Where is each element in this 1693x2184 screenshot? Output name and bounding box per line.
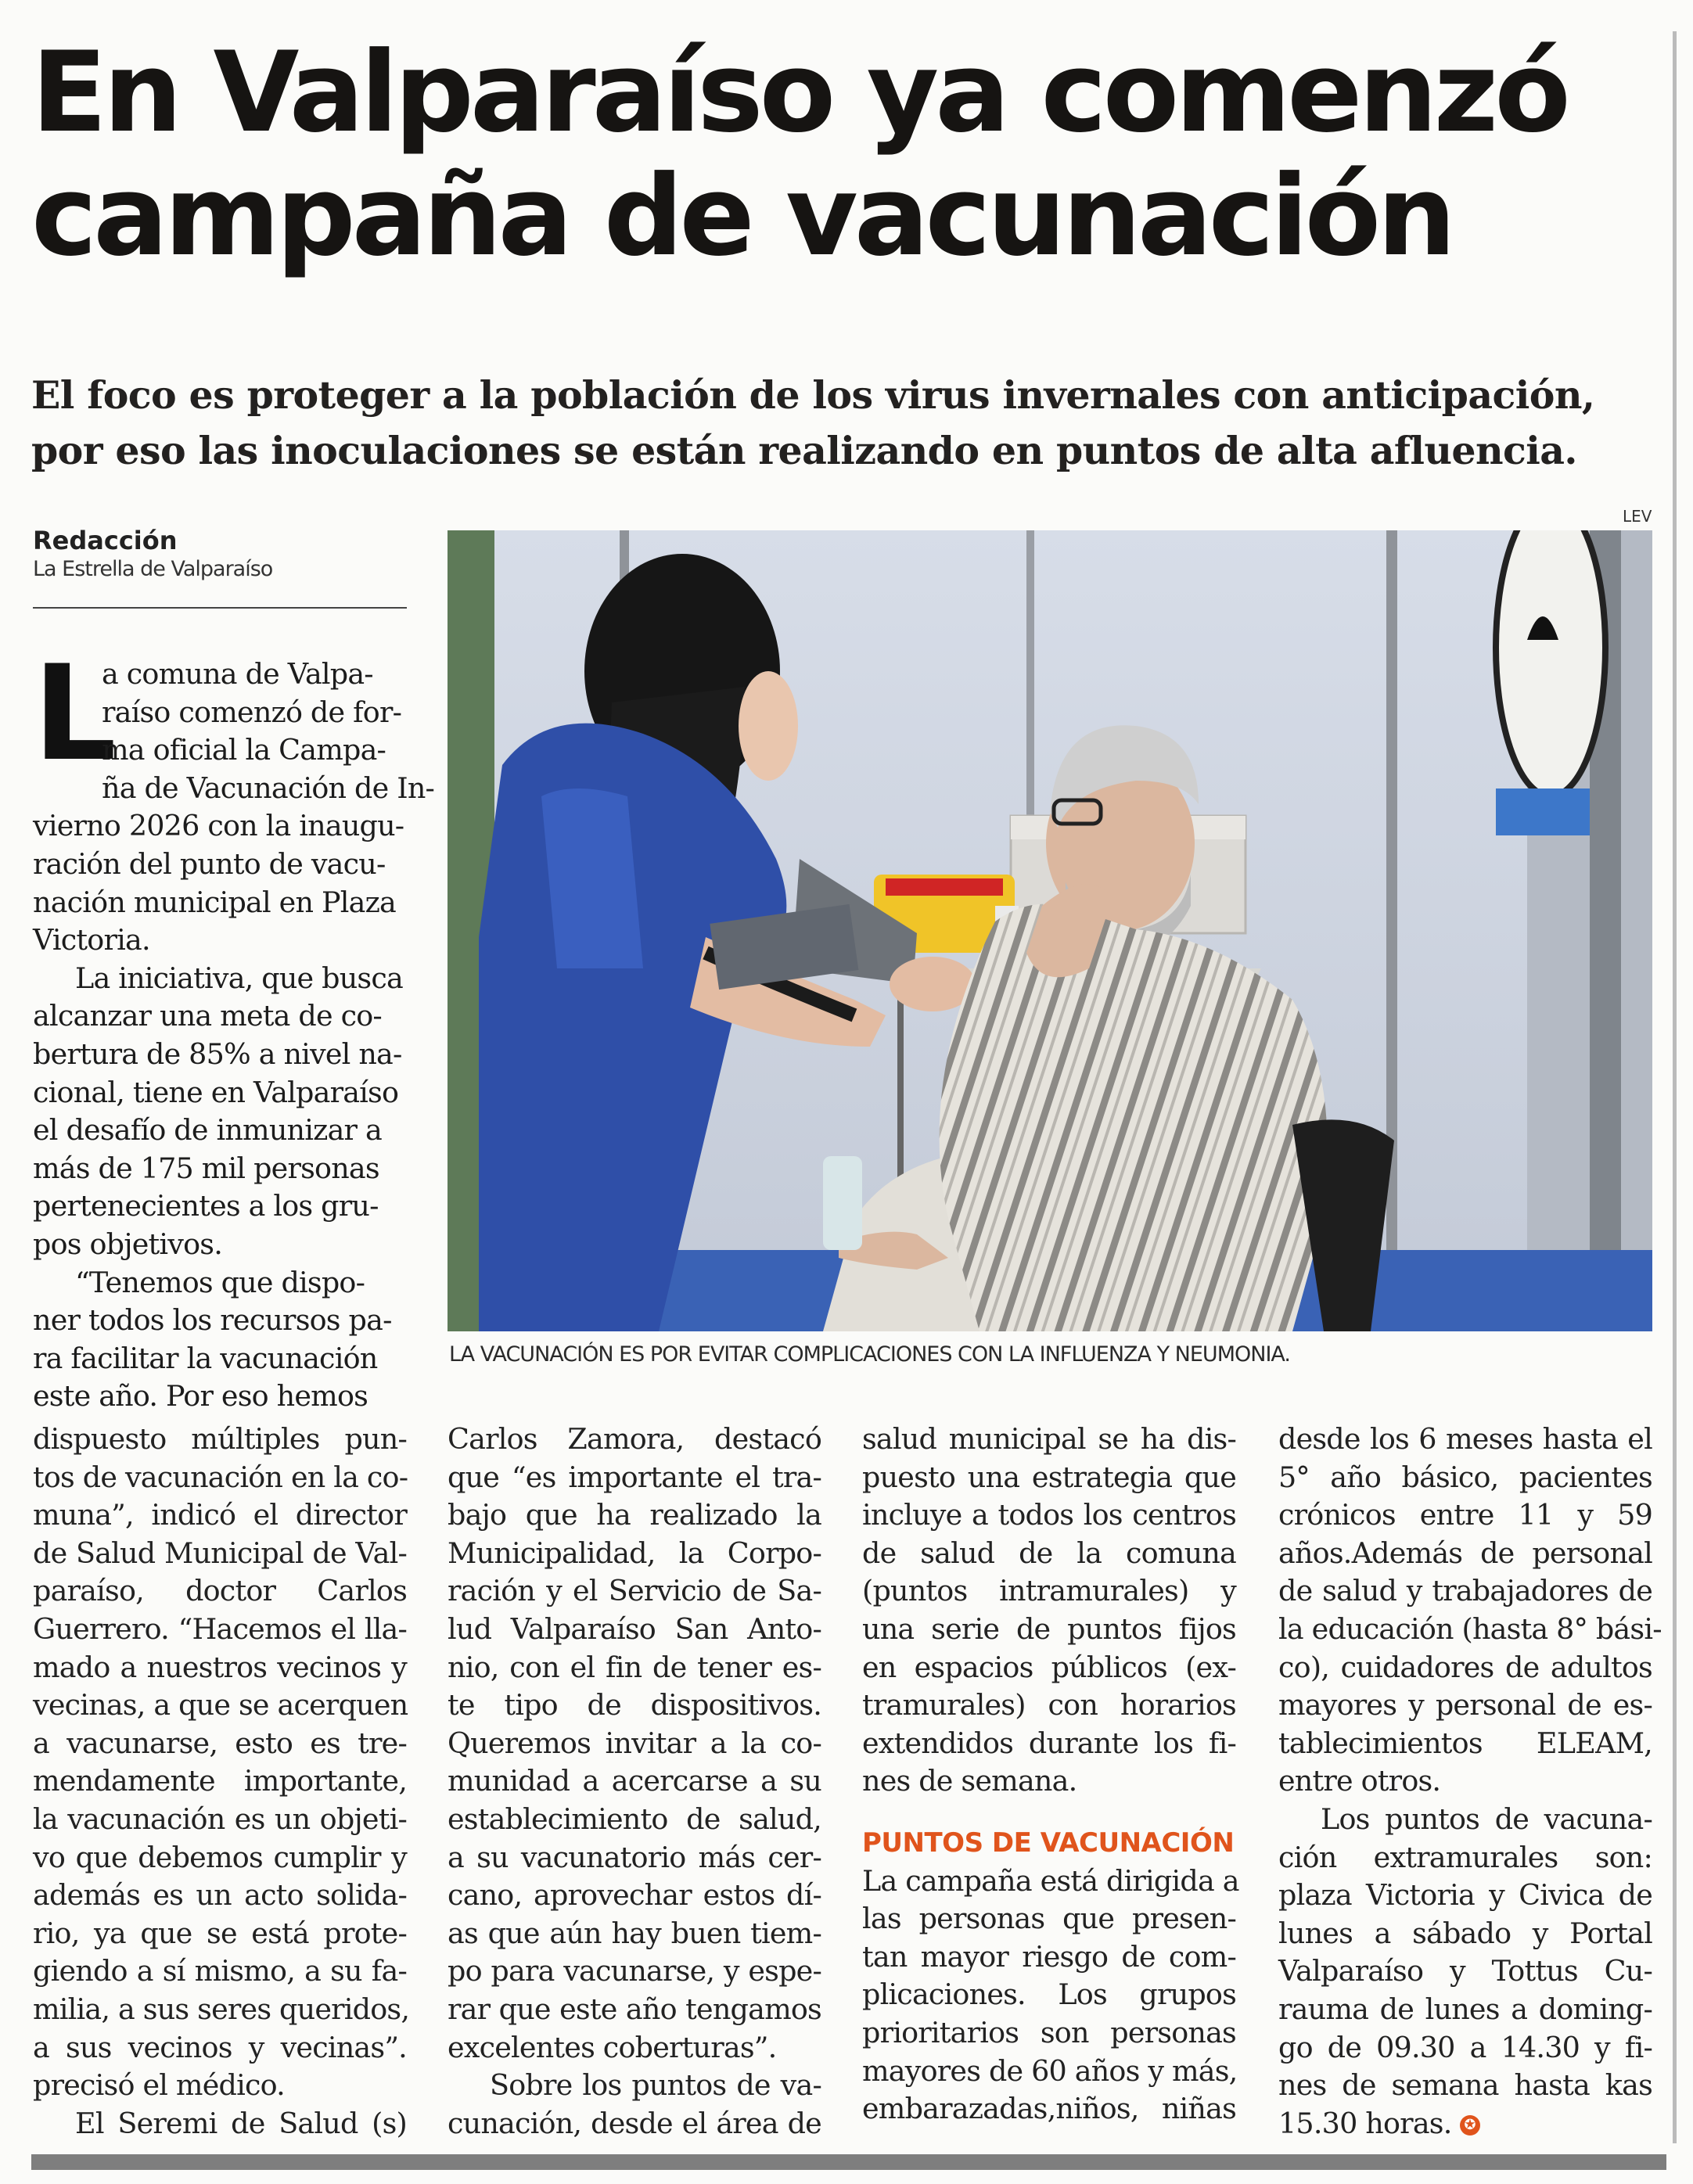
body-line: prioritarios son personas bbox=[862, 2015, 1236, 2049]
star-circle-icon: ✪ bbox=[1460, 2115, 1480, 2136]
body-line: lud Valparaíso San Anto- bbox=[448, 1611, 821, 1646]
body-line: “Tenemos que dispo- bbox=[75, 1265, 365, 1299]
body-line: milia, a sus seres queridos, bbox=[33, 1992, 410, 2026]
body-line: lunes a sábado y Portal bbox=[1278, 1916, 1652, 1950]
body-line: Valparaíso y Tottus Cu- bbox=[1278, 1954, 1652, 1988]
section-spacer bbox=[862, 1801, 1236, 1824]
body-line: dispuesto múltiples pun- bbox=[33, 1422, 407, 1456]
body-line: ma oficial la Campa- bbox=[102, 733, 386, 767]
body-line: una serie de puntos fijos bbox=[862, 1611, 1236, 1646]
body-line: (puntos intramurales) y bbox=[862, 1574, 1236, 1608]
body-line: además es un acto solida- bbox=[33, 1878, 407, 1913]
body-line: nes de semana hasta kas bbox=[1278, 2068, 1652, 2103]
body-line: paraíso, doctor Carlos bbox=[33, 1574, 407, 1608]
page-footer-bar bbox=[31, 2154, 1666, 2170]
headline-line-2: campaña de vacunación bbox=[31, 152, 1453, 281]
body-line: vierno 2026 con la inaugu- bbox=[33, 809, 404, 843]
section-heading: PUNTOS DE VACUNACIÓN bbox=[862, 1827, 1235, 1859]
body-line: co), cuidadores de adultos bbox=[1278, 1650, 1652, 1684]
byline-divider bbox=[33, 607, 407, 609]
body-line: de salud y trabajadores de bbox=[1278, 1574, 1652, 1608]
subheadline-line-1: El foco es proteger a la población de los virus invernales con anticipación, bbox=[31, 372, 1595, 418]
subheadline-line-2: por eso las inoculaciones se están realizando en puntos de alta afluencia. bbox=[31, 428, 1577, 473]
body-line: po para vacunarse, y espe- bbox=[448, 1954, 821, 1988]
body-line: El Seremi de Salud (s) bbox=[75, 2106, 407, 2140]
drop-cap: L bbox=[33, 637, 117, 790]
body-line: precisó el médico. bbox=[33, 2068, 285, 2103]
body-line: de Salud Municipal de Val- bbox=[33, 1536, 407, 1570]
body-line: La iniciativa, que busca bbox=[75, 961, 403, 995]
body-line: plicaciones. Los grupos bbox=[862, 1977, 1236, 2012]
body-line: vo que debemos cumplir y bbox=[33, 1840, 407, 1874]
headline bbox=[31, 28, 1659, 281]
body-line: ración del punto de vacu- bbox=[33, 846, 386, 881]
body-line: este año. Por eso hemos bbox=[33, 1379, 368, 1413]
body-line: Carlos Zamora, destacó bbox=[448, 1422, 821, 1456]
body-line: Municipalidad, la Corpo- bbox=[448, 1536, 821, 1570]
body-line: ña de Vacunación de In- bbox=[102, 771, 435, 805]
body-line: crónicos entre 11 y 59 bbox=[1278, 1498, 1652, 1532]
body-line: a vacunarse, esto es tre- bbox=[33, 1726, 407, 1760]
body-line: rauma de lunes a doming- bbox=[1278, 1992, 1652, 2026]
body-line: a su vacunatorio más cer- bbox=[448, 1840, 821, 1874]
body-line: incluye a todos los centros bbox=[862, 1498, 1236, 1532]
body-line: 15.30 horas. bbox=[1278, 2106, 1452, 2140]
body-line: tablecimientos ELEAM, bbox=[1278, 1726, 1652, 1760]
body-line: excelentes coberturas”. bbox=[448, 2030, 777, 2064]
body-line: mendamente importante, bbox=[33, 1764, 407, 1798]
body-line: a sus vecinos y vecinas”. bbox=[33, 2030, 407, 2064]
body-line: cunación, desde el área de bbox=[448, 2106, 821, 2140]
body-line: raíso comenzó de for- bbox=[102, 695, 402, 729]
photo-credit: LEV bbox=[1623, 507, 1652, 526]
body-line: 5° año básico, pacientes bbox=[1278, 1460, 1652, 1494]
body-line: puesto una estrategia que bbox=[862, 1460, 1236, 1494]
body-line: Victoria. bbox=[33, 923, 150, 957]
body-line: mayores y personal de es- bbox=[1278, 1688, 1652, 1722]
body-line: a comuna de Valpa- bbox=[102, 657, 373, 691]
body-line: Los puntos de vacuna- bbox=[1321, 1801, 1652, 1836]
body-line: más de 175 mil personas bbox=[33, 1151, 379, 1185]
body-line: embarazadas,niños, niñas bbox=[862, 2092, 1236, 2126]
photo-caption: LA VACUNACIÓN ES POR EVITAR COMPLICACIONES CON LA INFLUENZA Y NEUMONIA. bbox=[449, 1342, 1290, 1367]
body-line: bajo que ha realizado la bbox=[448, 1498, 821, 1532]
body-line: go de 09.30 a 14.30 y fi- bbox=[1278, 2030, 1652, 2064]
byline-author: Redacción bbox=[33, 526, 178, 555]
body-line: la vacunación es un objeti- bbox=[33, 1801, 407, 1836]
body-line: muna”, indicó el director bbox=[33, 1498, 407, 1532]
byline-source: La Estrella de Valparaíso bbox=[33, 557, 273, 581]
body-line: el desafío de inmunizar a bbox=[33, 1113, 382, 1148]
body-line: ra facilitar la vacunación bbox=[33, 1341, 378, 1375]
body-line: giendo a sí mismo, a su fa- bbox=[33, 1954, 407, 1988]
article-intro bbox=[33, 637, 435, 1416]
body-line: munidad a acercarse a su bbox=[448, 1764, 821, 1798]
body-line: ción extramurales son: bbox=[1278, 1840, 1652, 1874]
body-line: nación municipal en Plaza bbox=[33, 885, 396, 919]
body-line: as que aún hay buen tiem- bbox=[448, 1916, 821, 1950]
body-line: rar que este año tengamos bbox=[448, 1992, 821, 2026]
body-line: cional, tiene en Valparaíso bbox=[33, 1075, 399, 1109]
subheadline bbox=[31, 368, 1674, 479]
body-line: desde los 6 meses hasta el bbox=[1278, 1422, 1652, 1456]
body-line: tos de vacunación en la co- bbox=[33, 1460, 408, 1494]
body-line: nes de semana. bbox=[862, 1764, 1077, 1798]
body-line: ración y el Servicio de Sa- bbox=[448, 1574, 821, 1608]
article-photo bbox=[448, 530, 1652, 1331]
body-line: mayores de 60 años y más, bbox=[862, 2053, 1238, 2088]
body-line: rio, ya que se está prote- bbox=[33, 1916, 407, 1950]
body-line: cano, aprovechar estos dí- bbox=[448, 1878, 821, 1913]
body-line: que “es importante el tra- bbox=[448, 1460, 821, 1494]
article-column-2 bbox=[448, 1421, 821, 2143]
body-line: pertenecientes a los gru- bbox=[33, 1189, 379, 1223]
body-line: extendidos durante los fi- bbox=[862, 1726, 1236, 1760]
body-line: tan mayor riesgo de com- bbox=[862, 1939, 1236, 1974]
body-line: plaza Victoria y Civica de bbox=[1278, 1878, 1652, 1913]
body-line: tramurales) con horarios bbox=[862, 1688, 1236, 1722]
body-line: La campaña está dirigida a bbox=[862, 1863, 1239, 1898]
article-column-4 bbox=[1278, 1421, 1662, 2143]
body-line: entre otros. bbox=[1278, 1764, 1441, 1798]
page-edge-rule bbox=[1673, 31, 1677, 2143]
body-line: Queremos invitar a la co- bbox=[448, 1726, 821, 1760]
body-line: las personas que presen- bbox=[862, 1902, 1236, 1936]
body-line: mado a nuestros vecinos y bbox=[33, 1650, 407, 1684]
article-column-3 bbox=[862, 1421, 1239, 2128]
body-line: Guerrero. “Hacemos el lla- bbox=[33, 1611, 407, 1646]
body-line: nio, con el fin de tener es- bbox=[448, 1650, 821, 1684]
article-column-1 bbox=[33, 1421, 410, 2143]
body-line: te tipo de dispositivos. bbox=[448, 1688, 821, 1722]
body-line-last bbox=[1278, 2105, 1652, 2143]
body-line: pos objetivos. bbox=[33, 1227, 223, 1261]
body-line: alcanzar una meta de co- bbox=[33, 999, 382, 1033]
body-line: la educación (hasta 8° bási- bbox=[1278, 1611, 1662, 1646]
body-line: establecimiento de salud, bbox=[448, 1801, 821, 1836]
body-line: Sobre los puntos de va- bbox=[490, 2068, 821, 2103]
body-line: de salud de la comuna bbox=[862, 1536, 1236, 1570]
body-line: años.Además de personal bbox=[1278, 1536, 1652, 1570]
body-line: vecinas, a que se acerquen bbox=[33, 1688, 408, 1722]
body-line: en espacios públicos (ex- bbox=[862, 1650, 1236, 1684]
body-line: ner todos los recursos pa- bbox=[33, 1303, 392, 1338]
body-line: bertura de 85% a nivel na- bbox=[33, 1036, 402, 1071]
headline-line-1: En Valparaíso ya comenzó bbox=[31, 28, 1567, 157]
body-line: salud municipal se ha dis- bbox=[862, 1422, 1236, 1456]
